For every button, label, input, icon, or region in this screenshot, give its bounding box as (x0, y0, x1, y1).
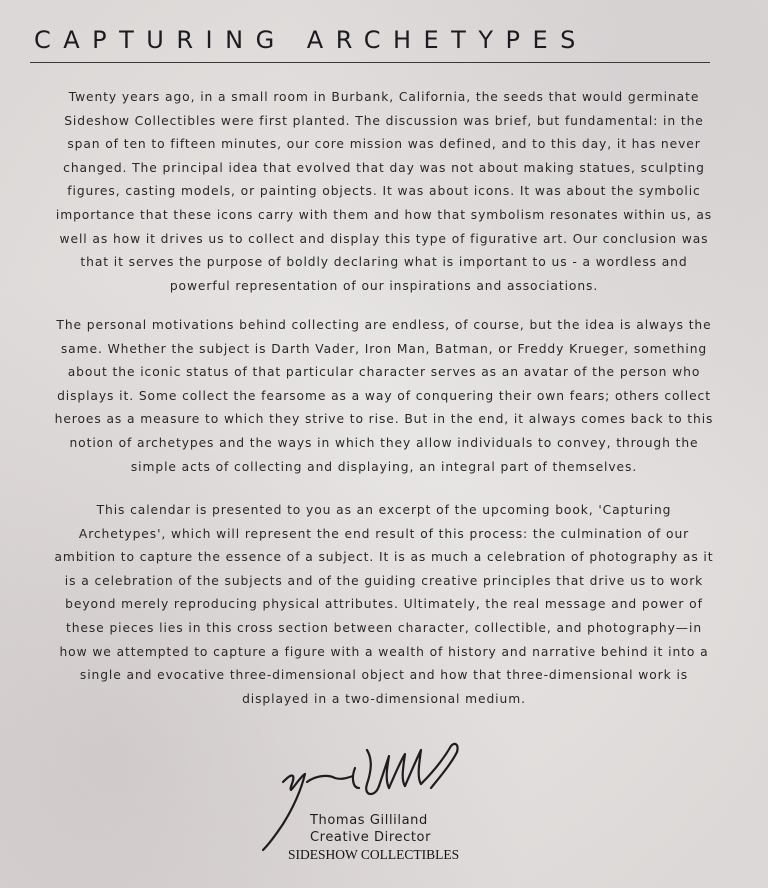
paragraph-line: beyond merely reproducing physical attributes. Ultimately, the real message and power of (65, 597, 703, 612)
paragraph-line: notion of archetypes and the ways in which they allow individuals to convey, through the (69, 435, 699, 450)
paragraph-line: powerful representation of our inspirations and associations. (169, 278, 599, 293)
document-title: CAPTURING ARCHETYPES (34, 26, 588, 54)
title-divider (30, 62, 710, 63)
paragraph-line: The personal motivations behind collecting are endless, of course, but the idea is always the (56, 318, 712, 332)
paragraph-line: changed. The principal idea that evolved that day was not about making statues, sculpting (63, 160, 705, 175)
paragraph-line: displays it. Some collect the fearsome as a way of conquering their own fears; others collect (57, 388, 711, 403)
paragraph-line: Archetypes', which will represent the end result of this process: the culmination of our (78, 526, 690, 541)
paragraph-line: displayed in a two-dimensional medium. (242, 691, 526, 706)
paragraph-3 (28, 499, 740, 711)
signatory-name: Thomas Gilliland (310, 813, 428, 828)
paragraph-line: same. Whether the subject is Darth Vader, Iron Man, Batman, or Freddy Krueger, something (60, 341, 708, 356)
paragraph-line: figures, casting models, or painting objects. It was about icons. It was about the symbolic (67, 184, 701, 199)
company-name: SIDESHOW COLLECTIBLES (288, 847, 460, 862)
paragraph-line: Sideshow Collectibles were first planted. The discussion was brief, but fundamental: in the (64, 113, 704, 128)
paragraph-1 (28, 86, 740, 298)
paragraph-line: importance that these icons carry with them and how that symbolism resonates within us, as (55, 207, 713, 222)
paragraph-line: simple acts of collecting and displaying, an integral part of themselves. (130, 459, 638, 474)
paragraph-line: ambition to capture the essence of a subject. It is as much a celebration of photography as it (54, 550, 714, 565)
signature-block (288, 812, 478, 863)
paragraph-line: heroes as a measure to which they strive to rise. But in the end, it always comes back to this (54, 412, 714, 427)
paragraph-line: is a celebration of the subjects and of the guiding creative principles that drive us to work (64, 573, 704, 588)
paragraph-line: single and evocative three-dimensional object and how that three-dimensional work is (79, 668, 689, 683)
paragraph-line: Twenty years ago, in a small room in Burbank, California, the seeds that would germinate (68, 90, 700, 104)
paragraph-line: span of ten to fifteen minutes, our core mission was defined, and to this day, it has never (67, 137, 701, 152)
paragraph-line: these pieces lies in this cross section between character, collectible, and photography—in (65, 620, 703, 635)
paragraph-2 (28, 314, 740, 479)
paragraph-line: well as how it drives us to collect and display this type of figurative art. Our conclusion was (59, 231, 709, 246)
paragraph-line: that it serves the purpose of boldly declaring what is important to us - a wordless and (80, 255, 688, 270)
paragraph-line: about the iconic status of that particular character serves as an avatar of the person who (67, 365, 701, 380)
paragraph-line: This calendar is presented to you as an excerpt of the upcoming book, 'Capturing (96, 503, 672, 517)
signatory-role: Creative Director (310, 830, 432, 845)
paragraph-line: how we attempted to capture a figure with a wealth of history and narrative behind it into a (59, 644, 709, 659)
